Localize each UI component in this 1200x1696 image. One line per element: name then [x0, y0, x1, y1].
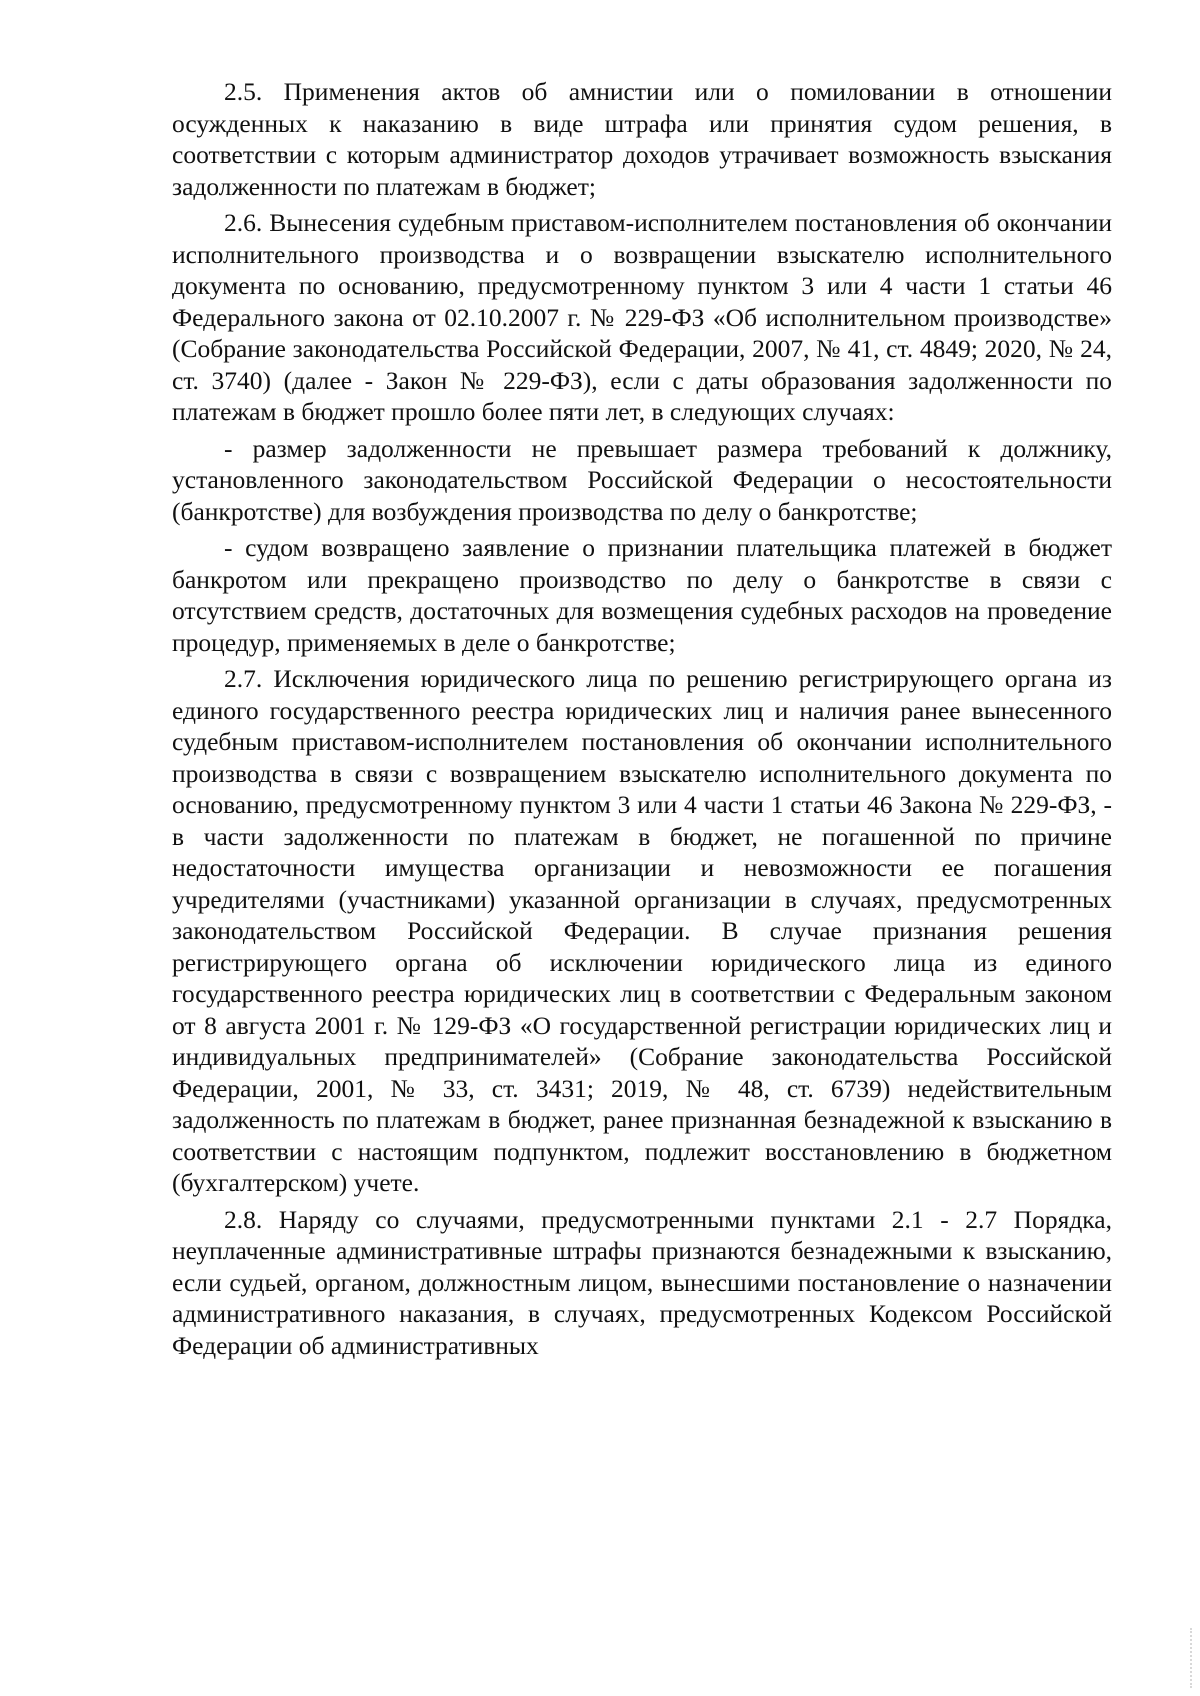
- scan-edge-mark: [1188, 1628, 1192, 1688]
- list-item-court-returned: - судом возвращено заявление о признании плательщика платежей в бюджет банкротом или прекращено производство по делу о банкротстве в связи с отсутствием средств, достаточных для возмещения судебных расходов на проведение процедур, применяемых в деле о банкротстве;: [172, 533, 1112, 657]
- document-page: [172, 76, 1112, 1366]
- list-item-debt-size: - размер задолженности не превышает размера требований к должнику, установленного законодательством Российской Федерации о несостоятельности (банкротстве) для возбуждения производства по делу о банкротстве;: [172, 433, 1112, 526]
- paragraph-2-6: 2.6. Вынесения судебным приставом-исполнителем постановления об окончании исполнительного производства и о возвращении взыскателю исполнительного документа по основанию, предусмотренному пунктом 3 или 4 части 1 статьи 46 Федерального закона от 02.10.2007 г. № 229-ФЗ «Об исполнительном производстве» (Собрание законодательства Российской Федерации, 2007, № 41, ст. 4849; 2020, № 24, ст. 3740) (далее - Закон № 229-ФЗ), если с даты образования задолженности по платежам в бюджет прошло более пяти лет, в следующих случаях:: [172, 208, 1112, 426]
- paragraph-2-8: 2.8. Наряду со случаями, предусмотренными пунктами 2.1 - 2.7 Порядка, неуплаченные административные штрафы признаются безнадежными к взысканию, если судьей, органом, должностным лицом, вынесшими постановление о назначении административного наказания, в случаях, предусмотренных Кодексом Российской Федерации об административных: [172, 1204, 1112, 1360]
- paragraph-2-7: 2.7. Исключения юридического лица по решению регистрирующего органа из единого государственного реестра юридических лиц и наличия ранее вынесенного судебным приставом-исполнителем постановления об окончании исполнительного производства в связи с возвращением взыскателю исполнительного документа по основанию, предусмотренному пунктом 3 или 4 части 1 статьи 46 Закона № 229-ФЗ, - в части задолженности по платежам в бюджет, не погашенной по причине недостаточности имущества организации и невозможности ее погашения учредителями (участниками) указанной организации в случаях, предусмотренных законодательством Российской Федерации. В случае признания решения регистрирующего органа об исключении юридического лица из единого государственного реестра юридических лиц в соответствии с Федеральным законом от 8 августа 2001 г. № 129-ФЗ «О государственной регистрации юридических лиц и индивидуальных предпринимателей» (Собрание законодательства Российской Федерации, 2001, № 33, ст. 3431; 2019, № 48, ст. 6739) недействительным задолженность по платежам в бюджет, ранее признанная безнадежной к взысканию в соответствии с настоящим подпунктом, подлежит восстановлению в бюджетном (бухгалтерском) учете.: [172, 664, 1112, 1197]
- paragraph-2-5: 2.5. Применения актов об амнистии или о помиловании в отношении осужденных к наказанию в виде штрафа или принятия судом решения, в соответствии с которым администратор доходов утрачивает возможность взыскания задолженности по платежам в бюджет;: [172, 77, 1112, 201]
